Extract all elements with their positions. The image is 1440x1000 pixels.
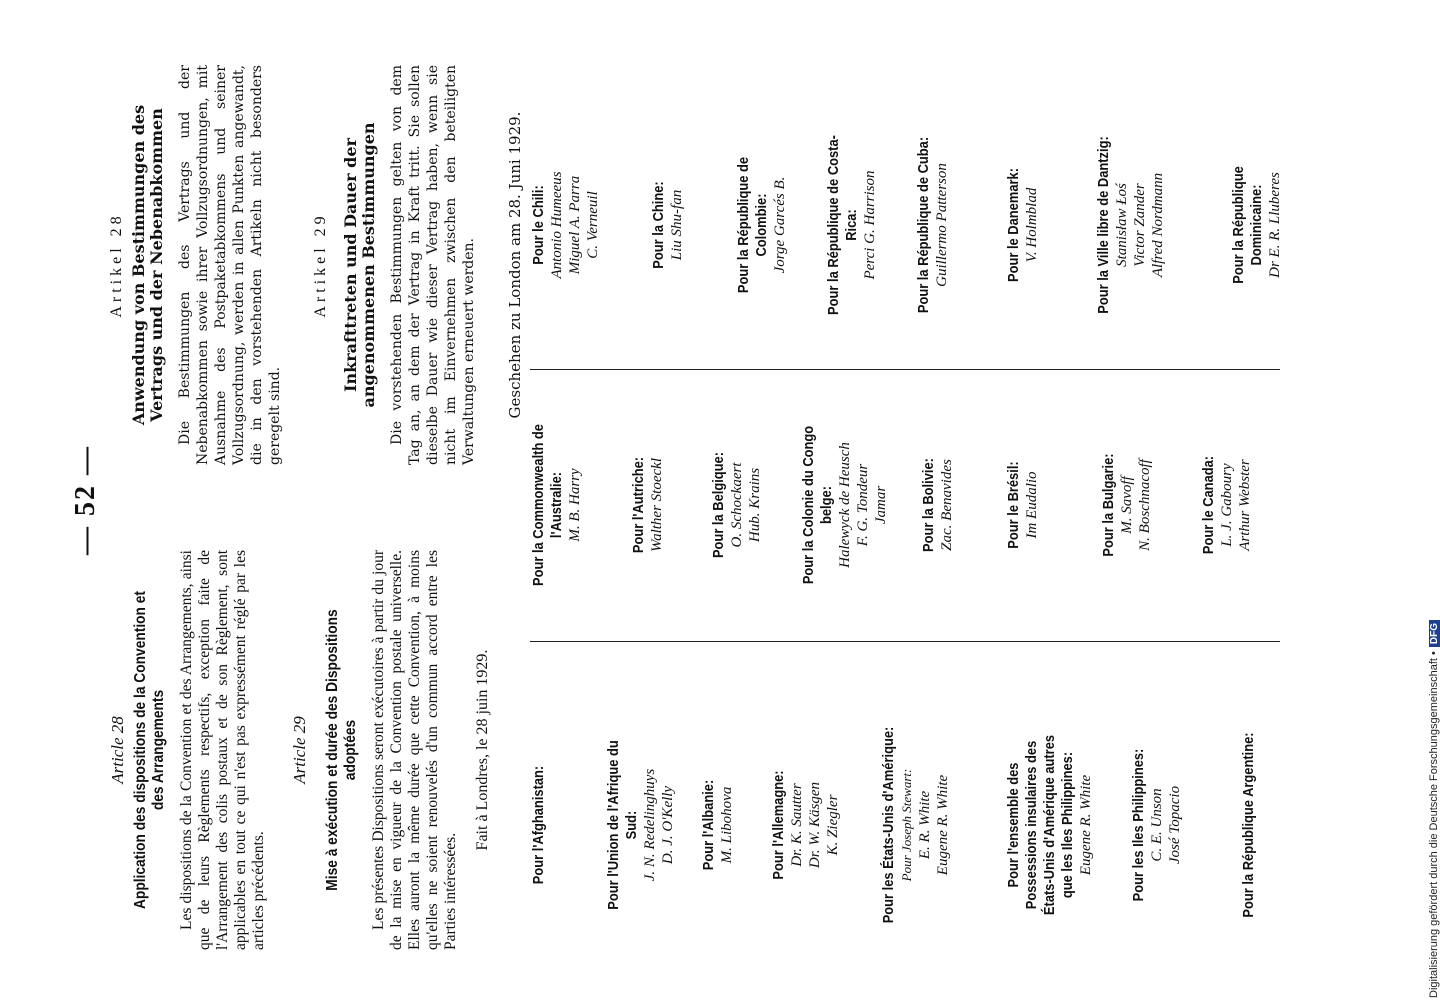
signatory-name: Zac. Benavides — [939, 459, 955, 551]
signature-country: Pour les Iles Philippines: — [1130, 748, 1147, 902]
signatory-name: Eugene R. White — [935, 774, 951, 876]
signature-country: Pour la Belgique: — [710, 451, 727, 559]
signature-country: Pour la République de Cuba: — [915, 136, 932, 314]
signature-country: Pour la Commonwealth de l'Australie: — [530, 424, 565, 587]
signatory-name: L. J. Gaboury — [1219, 463, 1235, 547]
signature-block — [530, 390, 584, 620]
signature-block — [530, 710, 548, 940]
signatory-name: Jamar — [873, 485, 889, 525]
signature-country: Pour les États-Unis d'Amérique: — [880, 726, 897, 924]
french-article-29-heading: Mise à exécution et durée des Dispositions adoptées — [324, 609, 359, 891]
signatory-name: Stanisław Łoś — [1114, 183, 1130, 267]
signatory-name: Guillermo Patterson — [934, 163, 950, 287]
signatory-name: M. Libohova — [719, 786, 735, 864]
signatory-name: M. Savoff — [1119, 476, 1135, 534]
german-column — [108, 65, 524, 465]
german-article-29-heading: Inkrafttreten und Dauer der angenommenen Bestimmungen — [341, 122, 378, 408]
french-article-28-text: Les dispositions de la Convention et des Arrangements, ainsi que de leurs Règlements respectifs, exception faite de l'Arrangement des colis postaux et de son Règlement, sont applicables en tout ce qui n'est pas expressément réglé par les articles précédents. — [178, 550, 267, 950]
signature-block — [1005, 390, 1041, 620]
signatory-name: Victor Zander — [1132, 183, 1148, 267]
signature-block — [1100, 390, 1154, 620]
french-column — [108, 550, 492, 950]
signatory-name: Walther Stoeckl — [649, 458, 665, 553]
signature-block — [710, 390, 764, 620]
german-article-28-title: Artikel 28 — [108, 212, 125, 318]
german-article-28-text: Die Bestimmungen des Vertrags und der Nebenabkommen sowie ihrer Vollzugsordnungen, mit Ausnahme des Postpaketabkommens und seiner Vollzugsordnung, werden in allen Punkten angewandt, die in den vorstehenden Artikeln nicht besonders geregelt sind. — [177, 65, 283, 465]
signatory-name: Jorge Garcés B. — [772, 176, 788, 274]
signature-block — [825, 110, 879, 340]
signatory-name: Halewyck de Heusch — [837, 442, 853, 568]
page-number: — 52 — — [70, 445, 101, 555]
signature-block — [920, 390, 956, 620]
signature-block — [605, 710, 677, 940]
signature-block — [1095, 110, 1167, 340]
signature-block — [800, 390, 890, 620]
french-article-29-text: Les présentes Dispositions seront exécutoires à partir du jour de la mise en vigueur de la Convention postale universelle. Elles auront la même durée que cette Convention, à moins qu'elles ne soient renouvelés d'un commun accord entre les Parties intéressées. — [370, 550, 459, 950]
german-article-29-title: Artikel 29 — [312, 212, 329, 318]
german-article-29-text: Die vorstehenden Bestimmungen gelten von dem Tag an, an dem der Vertrag in Kraft tritt. Sie sollen dieselbe Dauer wie dieser Vertrag haben, wenn sie nicht im Einvernehmen zwischen den beteiligten Verwaltungen erneuert werden. — [389, 65, 477, 465]
signature-country: Pour l'Allemagne: — [770, 770, 787, 880]
signature-block — [915, 110, 951, 340]
signature-country: Pour la Bolivie: — [920, 458, 937, 552]
signature-country: Pour l'ensemble des Possessions insulaires des États-Unis d'Amérique autres que les Iles Philippines: — [1005, 734, 1076, 916]
signatory-name: C. Verneuil — [585, 191, 601, 259]
german-closing: Geschehen zu London am 28. Juni 1929. — [506, 111, 524, 419]
signature-divider-2 — [530, 369, 1280, 370]
french-article-29-title: Article 29 — [290, 716, 309, 784]
signature-block — [770, 710, 842, 940]
signature-country: Pour l'Albanie: — [700, 779, 717, 871]
signatory-name: O. Schockaert — [729, 462, 745, 548]
signature-country: Pour l'Afghanistan: — [530, 765, 547, 885]
signature-block — [650, 110, 686, 340]
signatory-name: Im Eudalio — [1024, 471, 1040, 539]
signature-country: Pour la Bulgarie: — [1100, 453, 1117, 557]
signatory-name: E. R. White — [917, 790, 933, 860]
signatory-name: Eugene R. White — [1078, 774, 1094, 876]
signature-country: Pour le Chili: — [530, 185, 547, 265]
signature-block — [880, 710, 952, 940]
digitization-credit-text: Digitalisierung gefördert durch die Deutsche Forschungsgemeinschaft • — [1428, 651, 1440, 998]
signature-country: Pour l'Union de l'Afrique du Sud: — [605, 740, 640, 910]
signatory-name: V. Holmblad — [1024, 187, 1040, 263]
signatory-name: N. Boschnacoff — [1137, 459, 1153, 551]
signature-block — [530, 110, 602, 340]
signature-country: Pour la Chine: — [650, 181, 667, 269]
signatory-name: C. E. Unson — [1149, 788, 1165, 862]
signatory-name: Arthur Webster — [1237, 459, 1253, 551]
signatory-name: D. J. O'Kelly — [660, 785, 676, 865]
signatory-name: K. Ziegler — [825, 794, 841, 856]
signature-country: Pour la Colonie du Congo belge: — [800, 425, 835, 585]
signature-block — [1005, 110, 1041, 340]
signatory-name: Dr. W. Käsgen — [807, 781, 823, 869]
signature-country: Pour le Brésil: — [1005, 461, 1022, 549]
signature-country: Pour l'Autriche: — [630, 456, 647, 554]
german-article-28-heading: Anwendung von Bestimmungen des Vertrags und der Nebenabkommen — [129, 104, 166, 426]
signature-block — [1130, 710, 1184, 940]
signature-country: Pour la République Argentine: — [1240, 732, 1257, 918]
signatory-name: Alfred Nordmann — [1150, 172, 1166, 278]
dfg-logo: DFG — [1429, 620, 1440, 647]
signature-country: Pour le Danemark: — [1005, 168, 1022, 283]
signatory-name: Hub. Krains — [747, 467, 763, 543]
signatory-name: Pour Joseph Stewart: — [899, 768, 914, 882]
signature-block — [1240, 710, 1258, 940]
signature-divider-1 — [530, 641, 1280, 642]
signatory-name: Dr E. R. Lluberes — [1267, 172, 1283, 278]
signature-block — [1200, 390, 1254, 620]
signatory-name: Antonio Humeeus — [549, 171, 565, 279]
signatory-name: Dr. K. Sautter — [789, 783, 805, 867]
signatory-name: M. B. Harry — [567, 468, 583, 542]
signatory-name: Liu Shu-fan — [669, 189, 685, 261]
french-article-28-title: Article 28 — [108, 716, 127, 784]
signatory-name: José Topacio — [1167, 785, 1183, 865]
french-closing: Fait à Londres, le 28 juin 1929. — [474, 649, 491, 851]
signatory-name: J. N. Redelinghuys — [642, 768, 658, 882]
signature-country: Pour le Canada: — [1200, 455, 1217, 555]
french-article-28-heading: Application des dispositions de la Convention et des Arrangements — [132, 590, 167, 910]
signatory-name: F. G. Tondeur — [855, 463, 871, 547]
signature-block — [735, 110, 789, 340]
signature-block — [1230, 110, 1284, 340]
signature-block — [700, 710, 736, 940]
signature-country: Pour la République de Colombie: — [735, 156, 770, 294]
signature-block — [630, 390, 666, 620]
signature-country: Pour la Ville libre de Dantzig: — [1095, 136, 1112, 314]
signature-block — [1005, 710, 1095, 940]
digitization-credit — [1410, 8, 1440, 998]
signatory-name: Miguel A. Parra — [567, 175, 583, 275]
signature-country: Pour la République de Costa-Rica: — [825, 135, 860, 315]
signatory-name: Perci G. Harrison — [862, 170, 878, 280]
signature-country: Pour la République Dominicaine: — [1230, 166, 1265, 284]
